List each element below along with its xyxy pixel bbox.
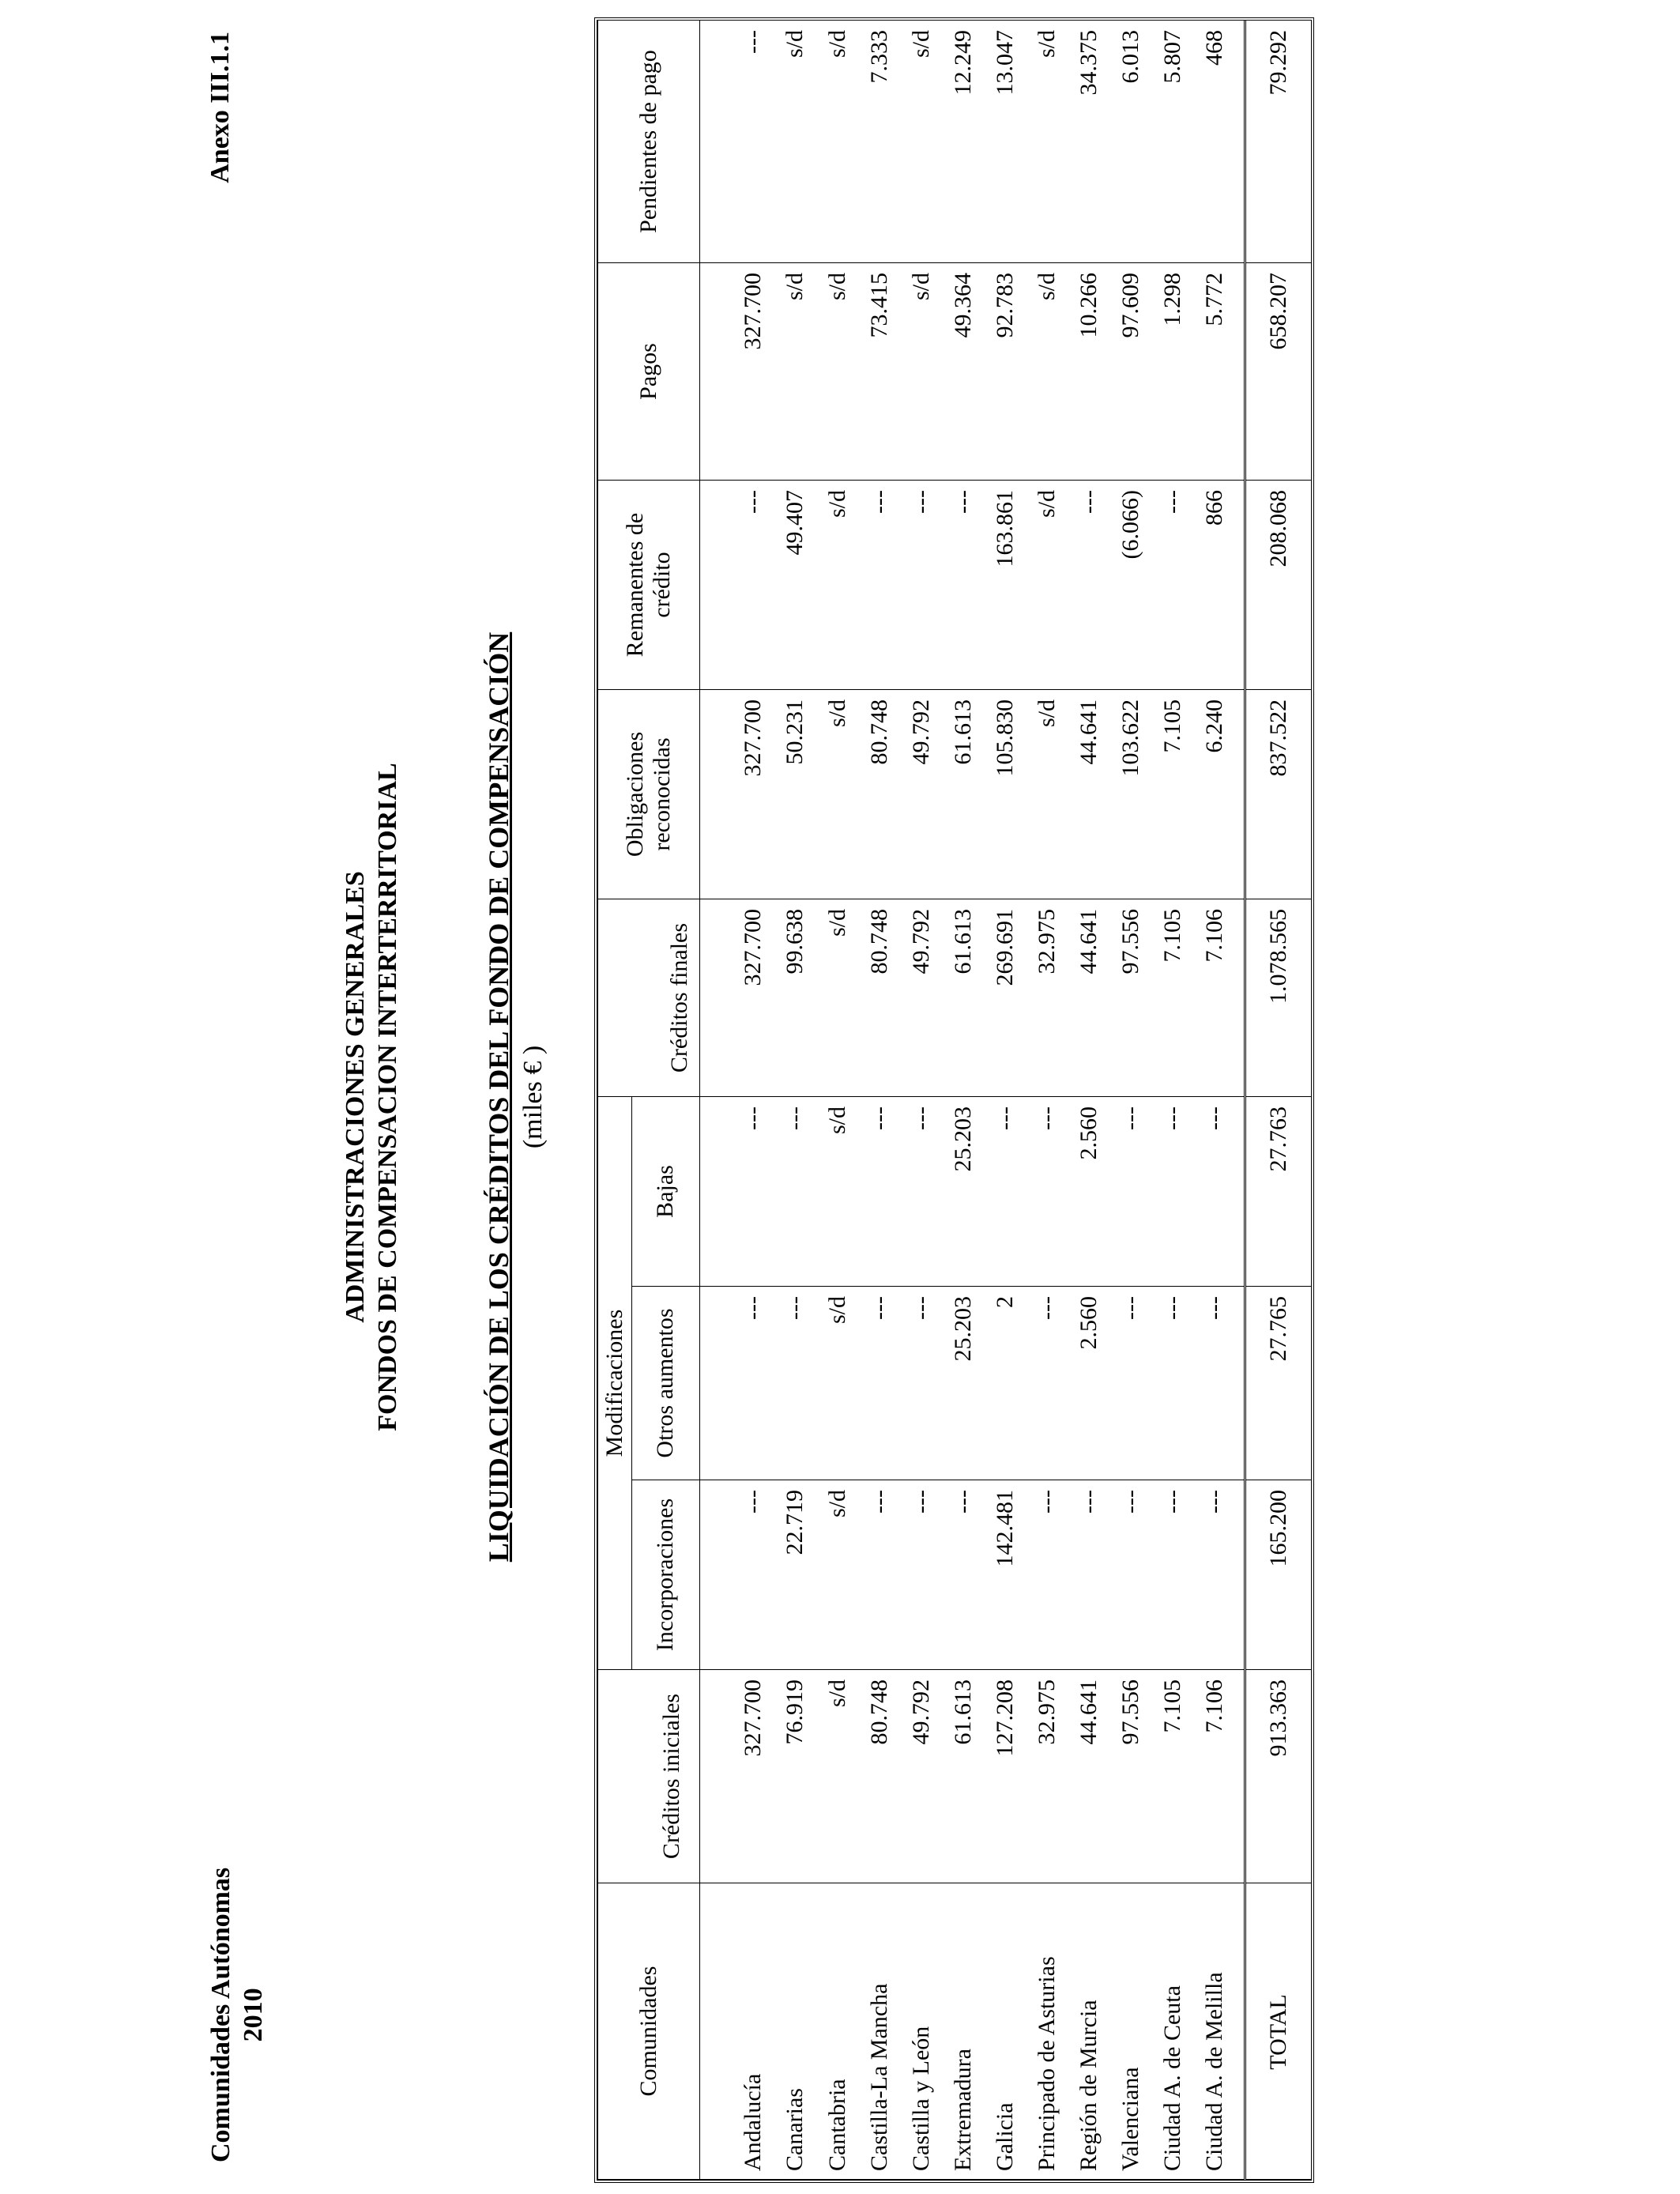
cell-pag: 5.772 bbox=[1194, 263, 1236, 481]
total-rem: 208.068 bbox=[1245, 481, 1311, 690]
cell-comunidad: Galicia bbox=[984, 1883, 1026, 2180]
cell-comunidad: Extremadura bbox=[942, 1883, 984, 2180]
cell-obl: 105.830 bbox=[984, 690, 1026, 899]
cell-pag: s/d bbox=[900, 263, 942, 481]
cell-pen: 12.249 bbox=[942, 21, 984, 263]
cell-obl: 50.231 bbox=[774, 690, 816, 899]
cell-comunidad: Principado de Asturias bbox=[1026, 1883, 1068, 2180]
total-ini: 913.363 bbox=[1245, 1670, 1311, 1883]
cell-pen: s/d bbox=[816, 21, 858, 263]
header-incorporaciones: Incorporaciones bbox=[632, 1480, 700, 1670]
cell-obl: 103.622 bbox=[1110, 690, 1152, 899]
cell-pen: s/d bbox=[900, 21, 942, 263]
cell-baj: --- bbox=[1026, 1097, 1068, 1287]
cell-rem: --- bbox=[1068, 481, 1110, 690]
cell-otr: --- bbox=[1026, 1287, 1068, 1480]
cell-inc: --- bbox=[900, 1480, 942, 1670]
total-otr: 27.765 bbox=[1245, 1287, 1311, 1480]
header-creditos-finales: Créditos finales bbox=[598, 899, 700, 1097]
cell-pen: 5.807 bbox=[1152, 21, 1194, 263]
cell-otr: 25.203 bbox=[942, 1287, 984, 1480]
cell-pen: 13.047 bbox=[984, 21, 1026, 263]
cell-inc: s/d bbox=[816, 1480, 858, 1670]
total-pen: 79.292 bbox=[1245, 21, 1311, 263]
cell-inc: --- bbox=[1068, 1480, 1110, 1670]
header-pagos: Pagos bbox=[598, 263, 700, 481]
cell-baj: --- bbox=[733, 1097, 774, 1287]
cell-comunidad: Castilla y León bbox=[900, 1883, 942, 2180]
cell-inc: --- bbox=[858, 1480, 900, 1670]
cell-otr: --- bbox=[1152, 1287, 1194, 1480]
cell-pag: s/d bbox=[816, 263, 858, 481]
cell-obl: s/d bbox=[1026, 690, 1068, 899]
cell-fin: 49.792 bbox=[900, 899, 942, 1097]
table-row bbox=[816, 21, 858, 2180]
cell-ini: 76.919 bbox=[774, 1670, 816, 1883]
cell-obl: 80.748 bbox=[858, 690, 900, 899]
cell-comunidad: Castilla-La Mancha bbox=[858, 1883, 900, 2180]
total-obl: 837.522 bbox=[1245, 690, 1311, 899]
cell-rem: --- bbox=[858, 481, 900, 690]
cell-rem: 49.407 bbox=[774, 481, 816, 690]
total-pag: 658.207 bbox=[1245, 263, 1311, 481]
cell-pag: 1.298 bbox=[1152, 263, 1194, 481]
cell-rem: --- bbox=[733, 481, 774, 690]
cell-rem: --- bbox=[942, 481, 984, 690]
cell-pag: 10.266 bbox=[1068, 263, 1110, 481]
cell-comunidad: Región de Murcia bbox=[1068, 1883, 1110, 2180]
cell-pen: s/d bbox=[1026, 21, 1068, 263]
cell-obl: 327.700 bbox=[733, 690, 774, 899]
cell-ini: 327.700 bbox=[733, 1670, 774, 1883]
cell-fin: 61.613 bbox=[942, 899, 984, 1097]
cell-baj: --- bbox=[900, 1097, 942, 1287]
cell-baj: --- bbox=[1110, 1097, 1152, 1287]
cell-obl: s/d bbox=[816, 690, 858, 899]
cell-otr: --- bbox=[1110, 1287, 1152, 1480]
cell-inc: --- bbox=[1194, 1480, 1236, 1670]
table-row bbox=[858, 21, 900, 2180]
cell-pen: 6.013 bbox=[1110, 21, 1152, 263]
total-fin: 1.078.565 bbox=[1245, 899, 1311, 1097]
cell-baj: 2.560 bbox=[1068, 1097, 1110, 1287]
cell-otr: --- bbox=[900, 1287, 942, 1480]
cell-obl: 44.641 bbox=[1068, 690, 1110, 899]
cell-pag: s/d bbox=[1026, 263, 1068, 481]
cell-obl: 49.792 bbox=[900, 690, 942, 899]
cell-ini: 80.748 bbox=[858, 1670, 900, 1883]
title-line-1: ADMINISTRACIONES GENERALES bbox=[341, 871, 370, 1323]
cell-otr: 2 bbox=[984, 1287, 1026, 1480]
title-line-2: FONDOS DE COMPENSACION INTERTERRITORIAL bbox=[372, 763, 402, 1431]
header-otros-aumentos: Otros aumentos bbox=[632, 1287, 700, 1480]
cell-fin: 327.700 bbox=[733, 899, 774, 1097]
table-total-row bbox=[1245, 21, 1311, 2180]
total-baj: 27.763 bbox=[1245, 1097, 1311, 1287]
liquidation-table bbox=[597, 20, 1311, 2180]
cell-fin: 97.556 bbox=[1110, 899, 1152, 1097]
cell-ini: s/d bbox=[816, 1670, 858, 1883]
cell-fin: 7.105 bbox=[1152, 899, 1194, 1097]
cell-obl: 6.240 bbox=[1194, 690, 1236, 899]
annex-label: Anexo III.1.1 bbox=[205, 32, 235, 183]
cell-inc: 22.719 bbox=[774, 1480, 816, 1670]
cell-ini: 7.105 bbox=[1152, 1670, 1194, 1883]
table-spacer-row bbox=[700, 21, 733, 2180]
main-title bbox=[340, 0, 405, 2194]
cell-comunidad: Cantabria bbox=[816, 1883, 858, 2180]
table-row bbox=[1026, 21, 1068, 2180]
header-year: 2010 bbox=[238, 1988, 268, 2042]
cell-inc: --- bbox=[942, 1480, 984, 1670]
cell-baj: --- bbox=[1152, 1097, 1194, 1287]
cell-otr: --- bbox=[733, 1287, 774, 1480]
cell-ini: 32.975 bbox=[1026, 1670, 1068, 1883]
cell-pag: 327.700 bbox=[733, 263, 774, 481]
cell-fin: s/d bbox=[816, 899, 858, 1097]
total-inc: 165.200 bbox=[1245, 1480, 1311, 1670]
cell-pen: --- bbox=[733, 21, 774, 263]
cell-rem: s/d bbox=[816, 481, 858, 690]
header-entity: Comunidades Autónomas bbox=[206, 1867, 235, 2162]
cell-baj: 25.203 bbox=[942, 1097, 984, 1287]
cell-pen: s/d bbox=[774, 21, 816, 263]
cell-otr: --- bbox=[858, 1287, 900, 1480]
cell-inc: --- bbox=[1152, 1480, 1194, 1670]
table-row bbox=[1194, 21, 1236, 2180]
cell-rem: 163.861 bbox=[984, 481, 1026, 690]
cell-pen: 7.333 bbox=[858, 21, 900, 263]
cell-fin: 32.975 bbox=[1026, 899, 1068, 1097]
liquidation-table-frame bbox=[594, 17, 1314, 2183]
cell-pag: 92.783 bbox=[984, 263, 1026, 481]
cell-rem: s/d bbox=[1026, 481, 1068, 690]
cell-baj: --- bbox=[1194, 1097, 1236, 1287]
cell-pag: 73.415 bbox=[858, 263, 900, 481]
cell-rem: (6.066) bbox=[1110, 481, 1152, 690]
cell-fin: 269.691 bbox=[984, 899, 1026, 1097]
table-row bbox=[733, 21, 774, 2180]
cell-inc: --- bbox=[1110, 1480, 1152, 1670]
cell-inc: --- bbox=[1026, 1480, 1068, 1670]
cell-rem: 866 bbox=[1194, 481, 1236, 690]
cell-fin: 7.106 bbox=[1194, 899, 1236, 1097]
header-bajas: Bajas bbox=[632, 1097, 700, 1287]
cell-ini: 49.792 bbox=[900, 1670, 942, 1883]
header-left bbox=[205, 1868, 270, 2162]
cell-otr: --- bbox=[1194, 1287, 1236, 1480]
cell-obl: 7.105 bbox=[1152, 690, 1194, 899]
header-remanentes: Remanentes de crédito bbox=[598, 481, 700, 690]
cell-inc: 142.481 bbox=[984, 1480, 1026, 1670]
cell-ini: 44.641 bbox=[1068, 1670, 1110, 1883]
cell-inc: --- bbox=[733, 1480, 774, 1670]
cell-baj: s/d bbox=[816, 1097, 858, 1287]
cell-ini: 7.106 bbox=[1194, 1670, 1236, 1883]
cell-ini: 127.208 bbox=[984, 1670, 1026, 1883]
units-label: (miles € ) bbox=[518, 1045, 548, 1149]
table-row bbox=[1110, 21, 1152, 2180]
header-obligaciones: Obligaciones reconocidas bbox=[598, 690, 700, 899]
cell-comunidad: Andalucía bbox=[733, 1883, 774, 2180]
cell-pen: 34.375 bbox=[1068, 21, 1110, 263]
table-row bbox=[774, 21, 816, 2180]
header-comunidades: Comunidades bbox=[598, 1883, 700, 2180]
cell-obl: 61.613 bbox=[942, 690, 984, 899]
cell-pag: 97.609 bbox=[1110, 263, 1152, 481]
cell-otr: s/d bbox=[816, 1287, 858, 1480]
table-row bbox=[1068, 21, 1110, 2180]
table-row bbox=[1152, 21, 1194, 2180]
table-row bbox=[900, 21, 942, 2180]
cell-baj: --- bbox=[984, 1097, 1026, 1287]
table-subtitle: LIQUIDACIÓN DE LOS CRÉDITOS DEL FONDO DE COMPENSACIÓN bbox=[483, 631, 514, 1563]
cell-fin: 80.748 bbox=[858, 899, 900, 1097]
cell-pen: 468 bbox=[1194, 21, 1236, 263]
cell-ini: 61.613 bbox=[942, 1670, 984, 1883]
cell-pag: s/d bbox=[774, 263, 816, 481]
total-label: TOTAL bbox=[1245, 1883, 1311, 2180]
cell-rem: --- bbox=[1152, 481, 1194, 690]
cell-ini: 97.556 bbox=[1110, 1670, 1152, 1883]
cell-comunidad: Ciudad A. de Melilla bbox=[1194, 1883, 1236, 2180]
table-filler-row bbox=[1236, 21, 1245, 2180]
cell-comunidad: Canarias bbox=[774, 1883, 816, 2180]
cell-rem: --- bbox=[900, 481, 942, 690]
cell-comunidad: Valenciana bbox=[1110, 1883, 1152, 2180]
cell-baj: --- bbox=[774, 1097, 816, 1287]
table-row bbox=[984, 21, 1026, 2180]
cell-fin: 99.638 bbox=[774, 899, 816, 1097]
cell-otr: --- bbox=[774, 1287, 816, 1480]
table-row bbox=[942, 21, 984, 2180]
cell-comunidad: Ciudad A. de Ceuta bbox=[1152, 1883, 1194, 2180]
cell-otr: 2.560 bbox=[1068, 1287, 1110, 1480]
header-creditos-iniciales: Créditos iniciales bbox=[598, 1670, 700, 1883]
cell-pag: 49.364 bbox=[942, 263, 984, 481]
cell-baj: --- bbox=[858, 1097, 900, 1287]
table-body bbox=[700, 21, 1312, 2180]
cell-fin: 44.641 bbox=[1068, 899, 1110, 1097]
header-pendientes: Pendientes de pago bbox=[598, 21, 700, 263]
header-modificaciones: Modificaciones bbox=[598, 1097, 632, 1670]
